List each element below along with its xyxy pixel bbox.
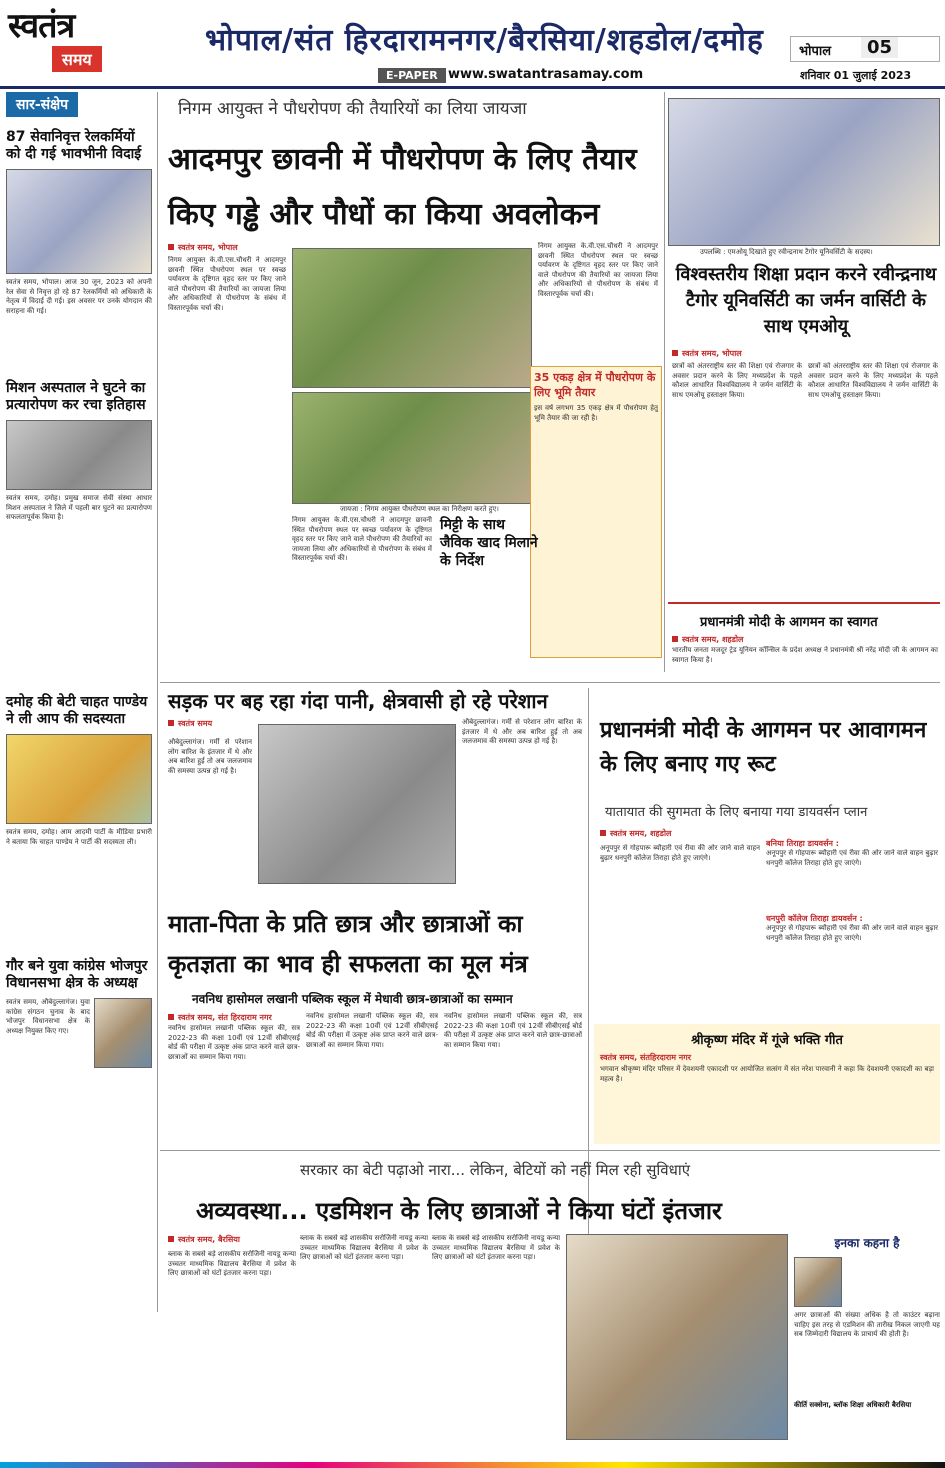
page-number: 05: [861, 37, 898, 58]
portrait-photo: [94, 998, 152, 1068]
lead-photo: [292, 248, 532, 388]
byline: स्वतंत्र समय, भोपाल: [672, 348, 742, 359]
quote-heading: इनका कहना है: [834, 1236, 900, 1250]
students-headline: माता-पिता के प्रति छात्र और छात्राओं का: [168, 910, 523, 938]
sidebar-headline: गौर बने युवा कांग्रेस भोजपुर विधानसभा क्षेत्र के अध्यक्ष: [6, 958, 148, 991]
road-body-cont: औबेदुल्लागंज। गर्मी से परेशान लोग बारिश के इंतजार में थे और अब बारिश हुई तो अब जलजमाव की समस्या उत्पन्न हो गई है।: [462, 718, 582, 745]
road-headline: सड़क पर बह रहा गंदा पानी, क्षेत्रवासी हो रहे परेशान: [168, 689, 548, 713]
sidebar-body: स्वतंत्र समय, औबेदुल्लागंज। युवा कांग्रेस संगठन चुनाव के बाद भोजपुर विधानसभा क्षेत्र के अध्यक्ष नियुक्त किए गए।: [6, 998, 90, 1035]
sidebar-photo: [6, 169, 152, 274]
admission-kicker: सरकार का बेटी पढ़ाओ नारा... लेकिन, बेटियों को नहीं मिल रही सुविधाएं: [300, 1161, 691, 1179]
pm-short-headline: प्रधानमंत्री मोदी के आगमन का स्वागत: [700, 615, 878, 630]
students-headline: कृतज्ञता का भाव ही सफलता का मूल मंत्र: [168, 950, 528, 978]
pm-short-body: भारतीय जनता मजदूर ट्रेड यूनियन कॉन्सिल के प्रदेश अध्यक्ष ने प्रधानमंत्री श्री नरेंद्र मोदी जी के आगमन का स्वागत किया है।: [672, 646, 938, 664]
byline: स्वतंत्र समय, शहडोल: [672, 634, 743, 645]
krishna-headline: श्रीकृष्ण मंदिर में गूंजे भक्ति गीत: [691, 1033, 843, 1048]
edition-box: [790, 36, 940, 62]
students-subhead: नवनिध हासोमल लखानी पब्लिक स्कूल में मेधावी छात्र-छात्राओं का सम्मान: [192, 992, 513, 1006]
admission-body-cont: ब्लाक के सबसे बड़े शासकीय सरोजिनी नायडू कन्या उच्चतर माध्यमिक विद्यालय बैरसिया में प्रवेश के लिए छात्राओं को घंटों इंतजार करना पड़ा।: [432, 1234, 560, 1261]
admission-photo: [566, 1234, 788, 1440]
lead-headline: किए गड्ढे और पौधों का किया अवलोकन: [168, 197, 600, 232]
lead-photo: [292, 392, 532, 504]
quote-body: अगर छात्राओं की संख्या अधिक है तो काउंटर बढ़ाना चाहिए इस तरह से एडमिशन की तारीख निकल जाएगी यह सब जिम्मेदारी विद्यालय के प्राचार्य की होती है।: [794, 1311, 940, 1338]
photo-caption: उपलब्धि : एमओयू दिखाते हुए रवीन्द्रनाथ टैगोर यूनिवर्सिटी के सदस्य।: [700, 248, 873, 256]
mou-headline: विश्वस्तरीय शिक्षा प्रदान करने रवीन्द्रनाथ टैगोर यूनिवर्सिटी का जर्मन वार्सिटी के साथ एमओयू: [675, 264, 937, 337]
sidebar-label: सार-संक्षेप: [6, 92, 78, 117]
edition-city: भोपाल: [799, 44, 832, 59]
quote-box: [794, 1234, 940, 1410]
sidebar-photo: [6, 734, 152, 824]
route-headline: प्रधानमंत्री मोदी के आगमन पर आवागमन के लिए बनाए गए रूट: [600, 718, 927, 777]
sidebar-headline: दमोह की बेटी चाहत पाण्डेय ने ली आप की सदस्यता: [6, 694, 148, 727]
sidebar-headline: 87 सेवानिवृत्त रेलकर्मियों को दी गई भावभीनी विदाई: [6, 129, 142, 162]
box-body: इस वर्ष लगभग 35 एकड़ क्षेत्र में पौधरोपण हेतु भूमि तैयार की जा रही है।: [534, 404, 658, 422]
krishna-body: भगवान श्रीकृष्ण मंदिर परिसर में देवशयनी एकादशी पर आयोजित सत्संग में संत नरेश पारवानी ने कहा कि देवशयनी एकादशी का बड़ा महत्व है।: [600, 1065, 934, 1083]
students-body-cont: नवनिध हासोमल लखानी पब्लिक स्कूल की, सत्र 2022-23 की कक्षा 10वीं एवं 12वीं सीबीएसई बोर्ड की परीक्षा में उत्कृष्ट अंक प्राप्त करने वाले छात्र-छात्राओं का सम्मान किया गया।: [444, 1012, 582, 1049]
dateline: शनिवार 01 जुलाई 2023: [800, 69, 912, 82]
byline: स्वतंत्र समय: [168, 718, 212, 729]
route-body: अनूपपुर से गोहपारू ब्यौहारी एवं रीवा की ओर जाने वाले वाहन बुढ़ार धनपुरी कॉलेज तिराहा होते हुए जाएंगे।: [600, 844, 760, 862]
krishna-box: [594, 1024, 940, 1144]
portrait-photo: [794, 1257, 842, 1307]
admission-body: ब्लाक के सबसे बड़े शासकीय सरोजिनी नायडू कन्या उच्चतर माध्यमिक विद्यालय बैरसिया में प्रवेश के लिए छात्राओं को घंटों इंतजार करना पड़ा।: [168, 1250, 296, 1277]
print-color-bar: [0, 1462, 945, 1468]
sidebar: [6, 92, 152, 1148]
column-divider: [157, 92, 158, 1312]
website-link[interactable]: www.swatantrasamay.com: [448, 67, 644, 82]
mou-photo: [668, 98, 940, 246]
edition-cities: भोपाल/संत हिरदारामनगर/बैरसिया/शहडोल/दमोह: [205, 23, 764, 58]
mou-body: छात्रों को अंतरराष्ट्रीय स्तर की शिक्षा एवं रोजगार के अवसर प्रदान करने के लिए मध्यप्रदेश के पहले कौशल आधारित विश्वविद्यालय ने जर्मन वार्सिटी के साथ एमओयू हस्ताक्षर किया।: [672, 362, 802, 399]
byline: स्वतंत्र समय, संत हिरदाराम नगर: [168, 1012, 272, 1023]
route-body-cont: अनूपपुर से गोहपारू ब्यौहारी एवं रीवा की ओर जाने वाले वाहन बुढ़ार धनपुरी कॉलेज तिराहा होते हुए जाएंगे।: [766, 849, 938, 867]
admission-headline: अव्यवस्था... एडमिशन के लिए छात्राओं ने किया घंटों इंतजार: [196, 1197, 722, 1225]
byline: स्वतंत्र समय, संतहिरदाराम नगर: [600, 1053, 691, 1062]
lead-headline: आदमपुर छावनी में पौधरोपण के लिए तैयार: [168, 142, 637, 177]
newspaper-logo: [8, 6, 148, 86]
road-body: औबेदुल्लागंज। गर्मी से परेशान लोग बारिश के इंतजार में थे और अब बारिश हुई तो अब जलजमाव की समस्या उत्पन्न हो गई है।: [168, 738, 252, 775]
photo-caption: जायजा : निगम आयुक्त पौधरोपण स्थल का निरीक्षण करते हुए।: [340, 505, 499, 513]
sidebar-body: स्वतंत्र समय, दमोह। आम आदमी पार्टी के मीडिया प्रभारी ने बताया कि चाहत पाण्डेय ने पार्टी की सदस्यता ली।: [6, 828, 152, 846]
students-body: नवनिध हासोमल लखानी पब्लिक स्कूल की, सत्र 2022-23 की कक्षा 10वीं एवं 12वीं सीबीएसई बोर्ड की परीक्षा में उत्कृष्ट अंक प्राप्त करने वाले छात्र-छात्राओं का सम्मान किया गया।: [168, 1024, 300, 1061]
sidebar-body: स्वतंत्र समय, दमोह। प्रमुख समाज सेवी संस्था आधार मिशन अस्पताल ने जिले में पहली बार घुटने का प्रत्यारोपण सफलतापूर्वक किया है।: [6, 494, 152, 521]
byline: स्वतंत्र समय, बैरसिया: [168, 1234, 240, 1245]
logo-subtitle: समय: [52, 46, 102, 72]
route-column: [766, 838, 938, 1024]
byline: स्वतंत्र समय, भोपाल: [168, 242, 238, 253]
column-divider: [664, 92, 665, 672]
route-subheading: धनपुरी कॉलेज तिराहा डायवर्सन :: [766, 914, 863, 923]
lead-body-cont: निगम आयुक्त के.वी.एस.चौधरी ने आदमपुर छावनी स्थित पौधरोपण स्थल पर स्वच्छ पर्यावरण के दृष्टिगत वृहद स्तर पर किए जाने वाले पौधरोपण की तैयारियों का जायजा लिया और अधिकारियों से पौधरोपण के संबंध में विस्तारपूर्वक चर्चा की।: [538, 242, 658, 298]
sidebar-headline: मिशन अस्पताल ने घुटने का प्रत्यारोपण कर रचा इतिहास: [6, 380, 146, 413]
route-subheading: बनिया तिराहा डायवर्सन :: [766, 839, 839, 848]
route-body-cont: अनूपपुर से गोहपारू ब्यौहारी एवं रीवा की ओर जाने वाले वाहन बुढ़ार धनपुरी कॉलेज तिराहा होते हुए जाएंगे।: [766, 924, 938, 942]
epaper-tag: E-PAPER: [378, 68, 446, 83]
masthead-rule: [0, 86, 945, 89]
lead-body-cont: निगम आयुक्त के.वी.एस.चौधरी ने आदमपुर छावनी स्थित पौधरोपण स्थल पर स्वच्छ पर्यावरण के दृष्टिगत वृहद स्तर पर किए जाने वाले पौधरोपण की तैयारियों का जायजा लिया और अधिकारियों से पौधरोपण के संबंध में विस्तारपूर्वक चर्चा की।: [292, 516, 432, 562]
lead-kicker: निगम आयुक्त ने पौधरोपण की तैयारियों का लिया जायजा: [178, 99, 527, 119]
road-photo: [258, 724, 456, 884]
logo-title: स्वतंत्र: [8, 6, 75, 46]
side-heading: मिट्टी के साथ जैविक खाद मिलाने के निर्देश: [440, 517, 538, 569]
byline: स्वतंत्र समय, शहडोल: [600, 828, 671, 839]
students-body-cont: नवनिध हासोमल लखानी पब्लिक स्कूल की, सत्र 2022-23 की कक्षा 10वीं एवं 12वीं सीबीएसई बोर्ड की परीक्षा में उत्कृष्ट अंक प्राप्त करने वाले छात्र-छात्राओं का सम्मान किया गया।: [306, 1012, 438, 1049]
admission-body-cont: ब्लाक के सबसे बड़े शासकीय सरोजिनी नायडू कन्या उच्चतर माध्यमिक विद्यालय बैरसिया में प्रवेश के लिए छात्राओं को घंटों इंतजार करना पड़ा।: [300, 1234, 428, 1261]
sub-box: [530, 366, 662, 658]
box-heading: 35 एकड़ क्षेत्र में पौधरोपण के लिए भूमि तैयार: [534, 371, 656, 399]
quote-author: कीर्ति सक्सेना, ब्लॉक शिक्षा अधिकारी बैरसिया: [794, 1401, 912, 1409]
lead-body: निगम आयुक्त के.वी.एस.चौधरी ने आदमपुर छावनी स्थित पौधरोपण स्थल पर स्वच्छ पर्यावरण के दृष्टिगत वृहद स्तर पर किए जाने वाले पौधरोपण की तैयारियों का जायजा लिया और अधिकारियों से पौधरोपण के संबंध में विस्तारपूर्वक चर्चा की।: [168, 256, 286, 312]
sidebar-body: स्वतंत्र समय, भोपाल। आज 30 जून, 2023 को अपनी रेल सेवा से निवृत्त हो रहे 87 रेलकर्मियों को अधिकारी के नेतृत्व में विदाई दी गई। इस अवसर पर उनके योगदान की सराहना की गई।: [6, 278, 152, 315]
sidebar-photo: [6, 420, 152, 490]
mou-body-cont: छात्रों को अंतरराष्ट्रीय स्तर की शिक्षा एवं रोजगार के अवसर प्रदान करने के लिए मध्यप्रदेश के पहले कौशल आधारित विश्वविद्यालय ने जर्मन वार्सिटी के साथ एमओयू हस्ताक्षर किया।: [808, 362, 938, 399]
route-subhead: यातायात की सुगमता के लिए बनाया गया डायवर्सन प्लान: [605, 805, 868, 820]
